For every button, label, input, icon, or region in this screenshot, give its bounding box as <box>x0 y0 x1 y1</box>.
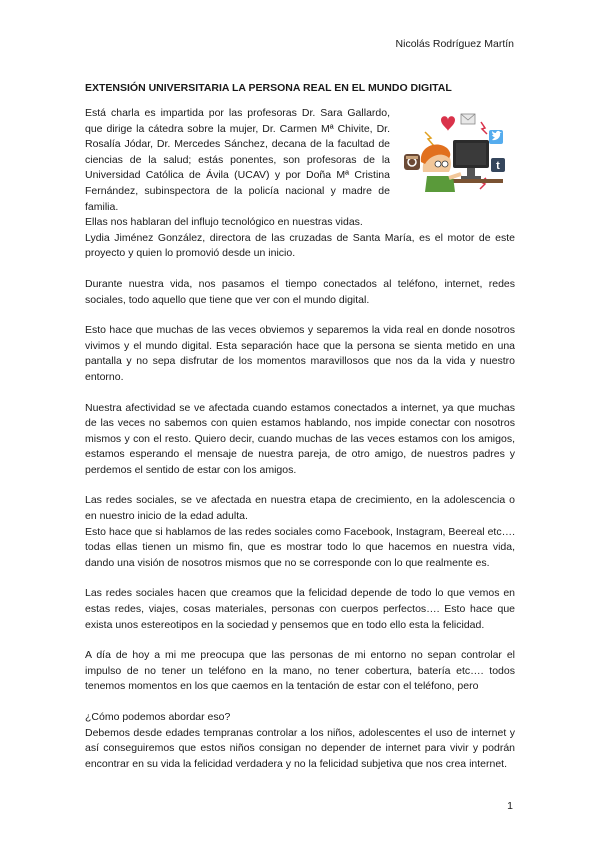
intro-block <box>85 106 515 215</box>
tumblr-icon <box>491 158 505 172</box>
paragraph-respuesta: Debemos desde edades tempranas controlar a los niños, adolescentes el uso de internet y así conseguiremos que estos niños consigan no depender de internet para vivir y podrán encontrar en su vida la felicidad verdadera y no la felicidad subjetiva que nos crea internet. <box>85 726 515 770</box>
paragraph-lydia: Lydia Jiménez González, directora de las cruzadas de Santa María, es el motor de este proyecto y quien lo promovió desde un inicio. <box>85 231 515 260</box>
paragraph-vida: Durante nuestra vida, nos pasamos el tiempo conectados al teléfono, internet, redes sociales, todo aquello que tiene que ver con el mundo digital. <box>85 277 515 306</box>
instagram-icon <box>404 154 420 170</box>
paragraph-influjo: Ellas nos hablaran del influjo tecnológico en nuestras vidas. <box>85 216 363 229</box>
paragraph-redes-a: Las redes sociales, se ve afectada en nuestra etapa de crecimiento, en la adolescencia o en nuestro inicio de la edad adulta. <box>85 494 515 523</box>
paragraph-preocupa: A día de hoy a mi me preocupa que las personas de mi entorno no sepan controlar el impulso de no tener un teléfono en la mano, no tener cobertura, batería etc…. todos tenemos momentos en los que caemos en la tentación de estar con el teléfono, pero <box>85 649 515 693</box>
page-number: 1 <box>507 800 513 812</box>
intro-paragraph: Está charla es impartida por las profesoras Dr. Sara Gallardo, que dirige la cátedra sobre la mujer, Dr. Carmen Mª Chivite, Dr. Rosalía Jódar, Dr. Mercedes Sánchez, decana de la facultad de ciencias de la salud; estás ponentes, son profesoras de la Universidad Católica de Ávila (UCAV) y por Doña Mª Cristina Fernández, subinspectora de la policía nacional y madre de familia. <box>85 107 390 213</box>
paragraph-felicidad: Las redes sociales hacen que creamos que la felicidad depende de todo lo que vemos en estas redes, viajes, cosas materiales, personas con cuerpos perfectos…. Esto hace que exista unos estereotipos en la sociedad y pensemos que en todo ello esta la felicidad. <box>85 587 515 631</box>
document-title: EXTENSIÓN UNIVERSITARIA LA PERSONA REAL EN EL MUNDO DIGITAL <box>85 82 452 94</box>
paragraph-separacion: Esto hace que muchas de las veces obviemos y separemos la vida real en donde nosotros vivimos y el mundo digital. Esta separación hace que la persona se sienta metido en una pantalla y no sepa disfrutar de los momentos maravillosos que nos da la vida y nuestro entorno. <box>85 324 515 383</box>
paragraph-afectividad: Nuestra afectividad se ve afectada cuando estamos conectados a internet, ya que muchas de las veces no sabemos con quien estamos hablando, nos impide conectar con nosotros mismos y con el resto. Quiero decir, cuando muchas de las veces estamos con los amigos, estamos esperando el mensaje de nuestra pareja, de otro amigo, de nuestros padres y perdemos el sentido de estar con los amigos. <box>85 401 515 476</box>
twitter-icon <box>489 130 503 144</box>
svg-text:t: t <box>496 160 500 172</box>
paragraph-pregunta: ¿Cómo podemos abordar eso? <box>85 711 231 723</box>
paragraph-redes-b: Esto hace que si hablamos de las redes sociales como Facebook, Instagram, Beereal etc…. todas ellas tienen un mismo fin, que es mostrar todo lo que hacemos en nuestra vida, dando una visión de nosotros mismos que no se corresponde con lo que realmente es. <box>85 525 515 569</box>
person-at-computer-illustration <box>401 112 513 204</box>
heart-icon <box>441 116 455 131</box>
document-body <box>85 106 515 787</box>
email-icon <box>461 114 475 124</box>
header-author: Nicolás Rodríguez Martín <box>395 38 514 50</box>
